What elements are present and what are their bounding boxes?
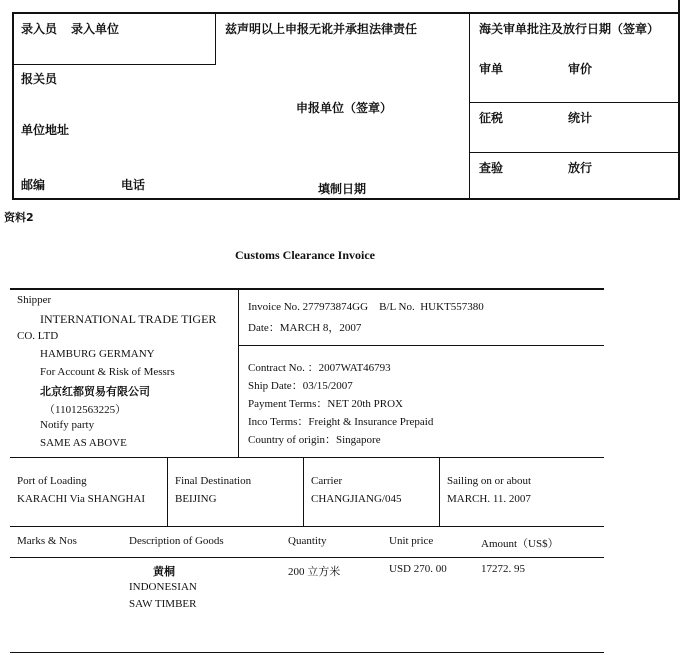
consignee-code: （11012563225） bbox=[44, 404, 127, 416]
entry-unit-label: 录入单位 bbox=[71, 22, 120, 36]
entry-clerk-label: 录入员 bbox=[21, 22, 58, 36]
shipper-name: INTERNATIONAL TRADE TIGER bbox=[40, 312, 217, 326]
payment-terms: Payment Terms：NET 20th PROX bbox=[248, 398, 403, 410]
notify-value: SAME AS ABOVE bbox=[40, 437, 127, 449]
invoice-divider-carrier bbox=[303, 457, 304, 527]
marks-header: Marks & Nos bbox=[17, 535, 77, 547]
notify-label: Notify party bbox=[40, 419, 95, 431]
tax-label: 征税 bbox=[479, 111, 504, 125]
shipper-label: Shipper bbox=[17, 294, 52, 306]
release-label: 放行 bbox=[568, 161, 593, 175]
port-of-loading-label: Port of Loading bbox=[17, 475, 87, 487]
postcode-label: 邮编 bbox=[21, 178, 46, 192]
invoice-line-goods-body bbox=[10, 557, 604, 558]
customs-approval-label: 海关审单批注及放行日期（签章） bbox=[479, 22, 660, 36]
final-destination-label: Final Destination bbox=[175, 475, 252, 487]
goods-description-cn: 黄桐 bbox=[153, 565, 175, 578]
goods-amount: 17272. 95 bbox=[481, 563, 525, 575]
declarant-label: 报关员 bbox=[21, 72, 58, 86]
declaration-statement: 兹声明以上申报无讹并承担法律责任 bbox=[225, 22, 418, 36]
goods-description-line3: SAW TIMBER bbox=[129, 598, 197, 610]
ship-date: Ship Date：03/15/2007 bbox=[248, 380, 353, 392]
inco-terms: Inco Terms：Freight & Insurance Prepaid bbox=[248, 416, 434, 428]
invoice-number: Invoice No. 277973874GG B/L No. HUKT557380 bbox=[248, 301, 484, 313]
sailing-value: MARCH. 11. 2007 bbox=[447, 493, 531, 505]
material-label: 资料2 bbox=[4, 211, 34, 224]
unit-price-header: Unit price bbox=[389, 535, 434, 547]
goods-quantity: 200 立方米 bbox=[288, 566, 341, 578]
fill-date-label: 填制日期 bbox=[318, 182, 367, 196]
contract-number: Contract No. ：2007WAT46793 bbox=[248, 362, 391, 374]
unit-address-label: 单位地址 bbox=[21, 123, 70, 137]
goods-unit-price: USD 270. 00 bbox=[389, 563, 447, 575]
invoice-line-ports bbox=[10, 457, 604, 458]
carrier-value: CHANGJIANG/045 bbox=[311, 493, 402, 505]
invoice-top-border bbox=[10, 288, 604, 290]
description-header: Description of Goods bbox=[129, 535, 224, 547]
goods-description-line2: INDONESIAN bbox=[129, 581, 197, 593]
invoice-title: Customs Clearance Invoice bbox=[235, 248, 375, 262]
port-of-loading-value: KARACHI Via SHANGHAI bbox=[17, 493, 146, 505]
statistics-label: 统计 bbox=[568, 111, 593, 125]
invoice-divider-shipper bbox=[238, 288, 239, 458]
account-label: For Account & Risk of Messrs bbox=[40, 366, 175, 378]
invoice-divider-dest bbox=[167, 457, 168, 527]
carrier-label: Carrier bbox=[311, 475, 343, 487]
invoice-line-goods-header bbox=[10, 526, 604, 527]
shipper-address: HAMBURG GERMANY bbox=[40, 348, 155, 360]
final-destination-value: BEIJING bbox=[175, 493, 217, 505]
invoice-bottom-border bbox=[10, 652, 604, 653]
quantity-header: Quantity bbox=[288, 535, 327, 547]
phone-label: 电话 bbox=[121, 178, 146, 192]
consignee-name: 北京红都贸易有限公司 bbox=[40, 385, 150, 398]
country-of-origin: Country of origin：Singapore bbox=[248, 434, 381, 446]
review-label: 审单 bbox=[479, 62, 504, 76]
shipper-name-cont: CO. LTD bbox=[17, 330, 59, 342]
sailing-label: Sailing on or about bbox=[447, 475, 532, 487]
invoice-divider-sailing bbox=[439, 457, 440, 527]
invoice-line-contract bbox=[238, 345, 604, 346]
declaring-unit-label: 申报单位（签章） bbox=[296, 101, 393, 115]
inspection-label: 查验 bbox=[479, 161, 504, 175]
amount-header: Amount（US$） bbox=[481, 538, 559, 550]
invoice-date: Date：MARCH 8，2007 bbox=[248, 322, 362, 334]
pricing-label: 审价 bbox=[568, 62, 593, 76]
